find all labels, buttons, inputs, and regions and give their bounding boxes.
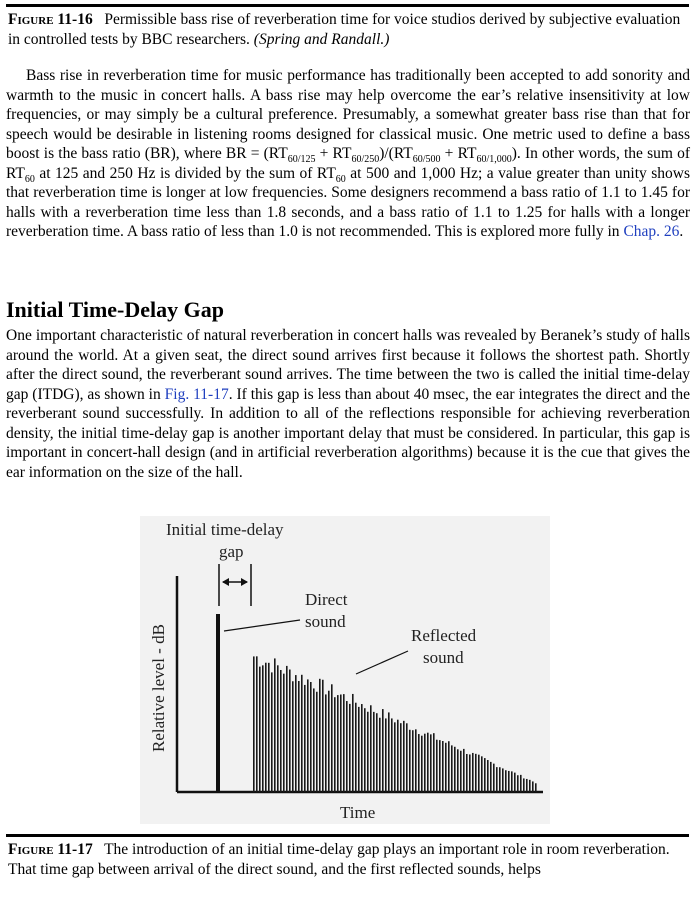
reflection-impulse [466, 754, 468, 792]
reflection-impulse [319, 679, 321, 792]
bottom-rule [6, 834, 689, 837]
reflection-impulse [448, 741, 450, 792]
reflection-impulse [310, 682, 312, 792]
reflection-impulse [535, 783, 537, 792]
bass-ratio-paragraph: Bass rise in reverberation time for music performance has traditionally been accepted to add sonority and warmth to the music in concert halls. A bass rise may help overcome the ear’s relative insensitivity at low frequencies, or may simply be a cultural preference. Presumably, a somewhat greater bass rise than that for speech would be desirable in listening rooms designed for classical music. One metric used to define a bass boost is the bass ratio (BR), where BR = $(RT_{60/125} + RT_{60/250})/(RT_{60/500} + RT_{60/1,000})$. In other words, the sum of $RT_{60}$ at 125 and 250 Hz is divided by the sum of $RT_{60}$ at 500 and 1,000 Hz; a value greater than unity shows that reverberation time is longer at low frequencies. Some designers recommend a bass ratio of 1.1 to 1.45 for halls with a reverberation time less than 1.8 seconds, and a bass ratio of 1.1 to 1.25 for halls with a longer reverberation time. A bass ratio of less than 1.0 is not recommended. This is explored more fully in Chap. 26. [6, 67, 691, 240]
reflection-impulse [382, 709, 384, 792]
reflection-impulse [361, 704, 363, 792]
reflection-impulse [502, 768, 504, 792]
reflection-impulse [370, 705, 372, 792]
itdg-paragraph: One important characteristic of natural reverberation in concert halls was revealed by Beranek’s study of halls around the world. At a given seat, the direct sound arrives first because it follows the shortest path. Shortly after the direct sound, the reverberant sound arrives. The time between the two is called the initial time-delay gap (ITDG), as shown in Fig. 11-17. If this gap is less than about 40 msec, the ear integrates the direct and the reverberant sound successfully. In addition to all of the reflections responsible for achieving reverberation density, the initial time-delay gap is another important delay that must be considered. In particular, this gap is important in concert-hall design (and in artificial reverberation algorithms) because it is the cue that gives the ear information on the size of the hall. [6, 327, 690, 481]
reflection-impulse [499, 767, 501, 792]
reflection-impulse [292, 681, 294, 792]
reflection-impulse [349, 704, 351, 792]
reflection-impulse [412, 730, 414, 792]
reflection-impulse [397, 720, 399, 792]
reflected-label-line2: sound [423, 648, 464, 667]
reflection-impulse [376, 713, 378, 792]
reflection-impulse [451, 745, 453, 792]
reflected-leader-line [356, 651, 408, 674]
gap-label-line1: Initial time-delay [166, 520, 284, 539]
reflection-impulse [385, 718, 387, 792]
reflection-impulse [265, 663, 267, 792]
reflected-sound-impulses [253, 656, 537, 792]
reflection-impulse [493, 764, 495, 792]
reflection-impulse [286, 666, 288, 792]
figure-11-17 [140, 516, 550, 824]
reflection-impulse [352, 694, 354, 792]
reflection-impulse [472, 753, 474, 792]
reflection-impulse [280, 670, 282, 792]
reflection-impulse [532, 781, 534, 792]
caption-text: The introduction of an initial time-delay gap plays an important role in room reverberation. That time gap between arrival of the direct sound, and the first reflected sounds, helps [8, 841, 670, 878]
direct-sound-impulse [216, 614, 220, 792]
reflection-impulse [526, 779, 528, 792]
reflection-impulse [442, 741, 444, 792]
reflection-impulse [337, 695, 339, 792]
reflection-impulse [313, 688, 315, 792]
reflection-impulse [433, 733, 435, 792]
reflection-impulse [409, 730, 411, 792]
reflection-impulse [496, 767, 498, 792]
top-rule [6, 4, 689, 7]
reflection-impulse [274, 658, 276, 792]
direct-label-line2: sound [305, 612, 346, 631]
reflection-impulse [445, 743, 447, 792]
reflection-impulse [262, 665, 264, 792]
reflection-impulse [487, 760, 489, 792]
reflection-impulse [301, 675, 303, 792]
reverb-diagram [140, 516, 550, 824]
reflection-impulse [289, 670, 291, 792]
reflection-impulse [373, 712, 375, 792]
reflection-impulse [340, 695, 342, 792]
reflection-impulse [334, 697, 336, 792]
fig-11-17-link[interactable]: Fig. 11-17 [164, 385, 229, 403]
reflection-impulse [316, 692, 318, 792]
reflection-impulse [436, 740, 438, 792]
reflection-impulse [478, 755, 480, 792]
caption-text: Permissible bass rise of reverberation time for voice studios derived by subjective evaluation in controlled tests by BBC researchers. [8, 11, 681, 48]
reflection-impulse [430, 734, 432, 792]
reflection-impulse [307, 679, 309, 792]
reflection-impulse [520, 775, 522, 792]
figure-11-16-caption [8, 10, 688, 50]
reflection-impulse [253, 656, 255, 792]
reflection-impulse [391, 718, 393, 792]
reflection-impulse [298, 681, 300, 792]
reflection-impulse [256, 656, 258, 792]
reflection-impulse [463, 749, 465, 792]
reflection-impulse [367, 712, 369, 792]
reflection-impulse [481, 756, 483, 792]
reflection-impulse [271, 672, 273, 792]
reflection-impulse [415, 729, 417, 792]
reflection-impulse [322, 680, 324, 792]
reflection-impulse [454, 747, 456, 792]
reflection-impulse [295, 675, 297, 792]
reflected-label-line1: Reflected [411, 626, 477, 645]
gap-label-line2: gap [219, 542, 244, 561]
reflection-impulse [331, 684, 333, 792]
section-heading: Initial Time-Delay Gap [6, 297, 224, 322]
reflection-impulse [514, 773, 516, 792]
reflection-impulse [427, 733, 429, 792]
reflection-impulse [328, 691, 330, 792]
figure-label: Figure 11-17 [8, 841, 93, 858]
reflection-impulse [424, 734, 426, 792]
reflection-impulse [511, 771, 513, 792]
reflection-impulse [469, 754, 471, 792]
reflection-impulse [439, 740, 441, 792]
figure-11-17-caption [8, 840, 688, 880]
reflection-impulse [517, 775, 519, 792]
reflection-impulse [283, 674, 285, 792]
y-axis-label: Relative level - dB [149, 624, 168, 752]
reflection-impulse [358, 707, 360, 792]
reflection-impulse [304, 685, 306, 792]
reflection-impulse [484, 758, 486, 792]
reflection-impulse [403, 721, 405, 792]
reflection-impulse [343, 694, 345, 792]
reflection-impulse [529, 780, 531, 792]
reflection-impulse [277, 665, 279, 792]
reflection-impulse [355, 703, 357, 792]
reflection-impulse [400, 723, 402, 792]
reflection-impulse [268, 663, 270, 792]
figure-label: Figure 11-16 [8, 11, 93, 28]
reflection-impulse [460, 751, 462, 792]
reflection-impulse [490, 762, 492, 792]
reflection-impulse [421, 736, 423, 792]
reflection-impulse [475, 754, 477, 792]
reflection-impulse [325, 694, 327, 792]
reflection-impulse [379, 718, 381, 792]
caption-source: (Spring and Randall.) [253, 31, 390, 48]
chap-26-link[interactable]: Chap. 26 [623, 223, 680, 240]
reflection-impulse [259, 667, 261, 792]
reflection-impulse [394, 722, 396, 792]
reflection-impulse [388, 712, 390, 792]
reflection-impulse [505, 770, 507, 792]
reflection-impulse [364, 708, 366, 792]
reflection-impulse [523, 778, 525, 792]
direct-label-line1: Direct [305, 590, 348, 609]
reflection-impulse [457, 749, 459, 792]
reflection-impulse [406, 723, 408, 792]
gap-arrow [222, 578, 248, 586]
x-axis-label: Time [340, 803, 376, 822]
reflection-impulse [418, 734, 420, 792]
direct-leader-line [224, 620, 300, 631]
reflection-impulse [508, 771, 510, 792]
reflection-impulse [346, 701, 348, 792]
